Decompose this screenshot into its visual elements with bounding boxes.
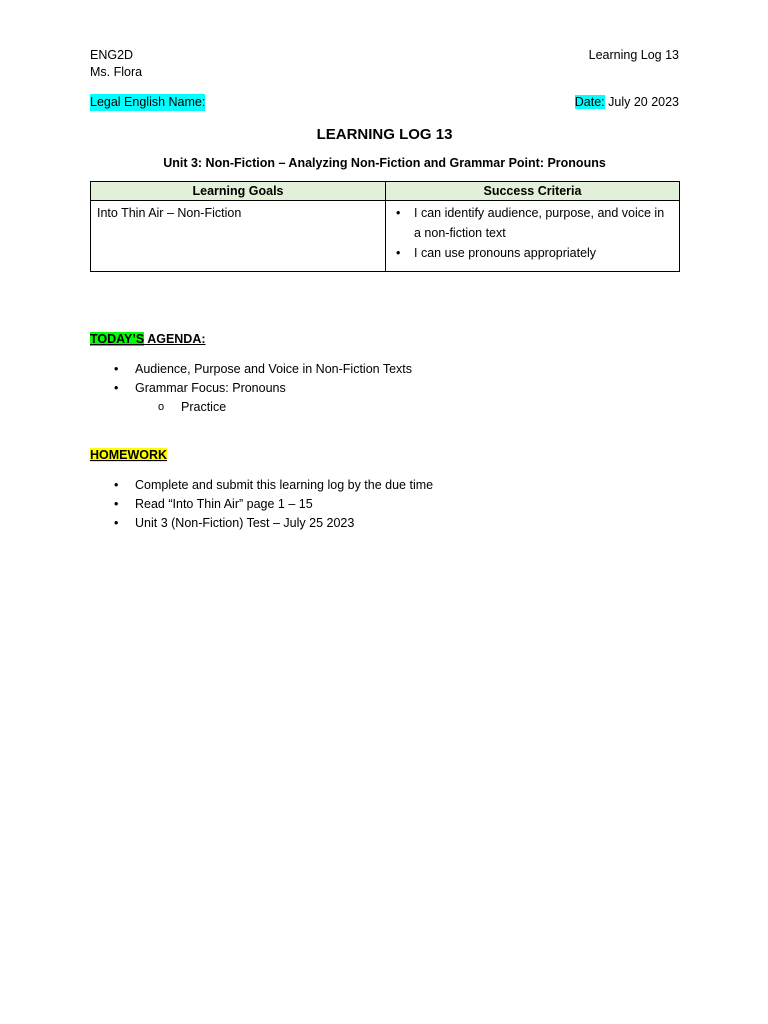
name-date-row <box>90 94 679 111</box>
date-value: July 20 2023 <box>604 95 679 109</box>
goals-table <box>90 181 680 272</box>
legal-name-label: Legal English Name: <box>90 95 206 109</box>
agenda-heading <box>90 331 679 348</box>
success-criteria-cell <box>386 201 680 272</box>
list-item: • I can identify audience, purpose, and voice in a non-fiction text <box>392 203 673 243</box>
agenda-heading-highlight: TODAY’S <box>90 332 145 346</box>
learning-goal-cell: Into Thin Air – Non-Fiction <box>91 201 386 272</box>
list-item: • Read “Into Thin Air” page 1 – 15 <box>90 495 679 514</box>
log-label: Learning Log 13 <box>588 48 679 62</box>
teacher-name: Ms. Flora <box>90 65 143 79</box>
list-item: • Grammar Focus: Pronouns <box>90 379 679 398</box>
list-sub-item: o Practice <box>90 398 679 417</box>
learning-goals-header: Learning Goals <box>91 182 386 201</box>
teacher-row <box>90 64 679 81</box>
success-criteria-header: Success Criteria <box>386 182 680 201</box>
agenda-list <box>90 360 679 417</box>
page-title: LEARNING LOG 13 <box>316 126 453 143</box>
list-item: • Audience, Purpose and Voice in Non-Fiction Texts <box>90 360 679 379</box>
date-field <box>575 94 679 111</box>
date-label: Date: <box>574 95 605 109</box>
goals-table-row <box>91 201 680 272</box>
goals-table-header-row <box>91 182 680 201</box>
header-row <box>90 47 679 64</box>
list-item: • I can use pronouns appropriately <box>392 243 673 263</box>
homework-heading <box>90 447 679 464</box>
list-item: • Complete and submit this learning log by the due time <box>90 476 679 495</box>
homework-list <box>90 476 679 533</box>
list-item: • Unit 3 (Non-Fiction) Test – July 25 2023 <box>90 514 679 533</box>
course-code: ENG2D <box>90 48 134 62</box>
homework-heading-highlight: HOMEWORK <box>90 448 168 462</box>
document-page <box>90 47 679 533</box>
agenda-heading-rest: AGENDA: <box>144 332 206 346</box>
page-subtitle: Unit 3: Non-Fiction – Analyzing Non-Fiction and Grammar Point: Pronouns <box>163 156 606 170</box>
success-criteria-list <box>392 203 673 263</box>
